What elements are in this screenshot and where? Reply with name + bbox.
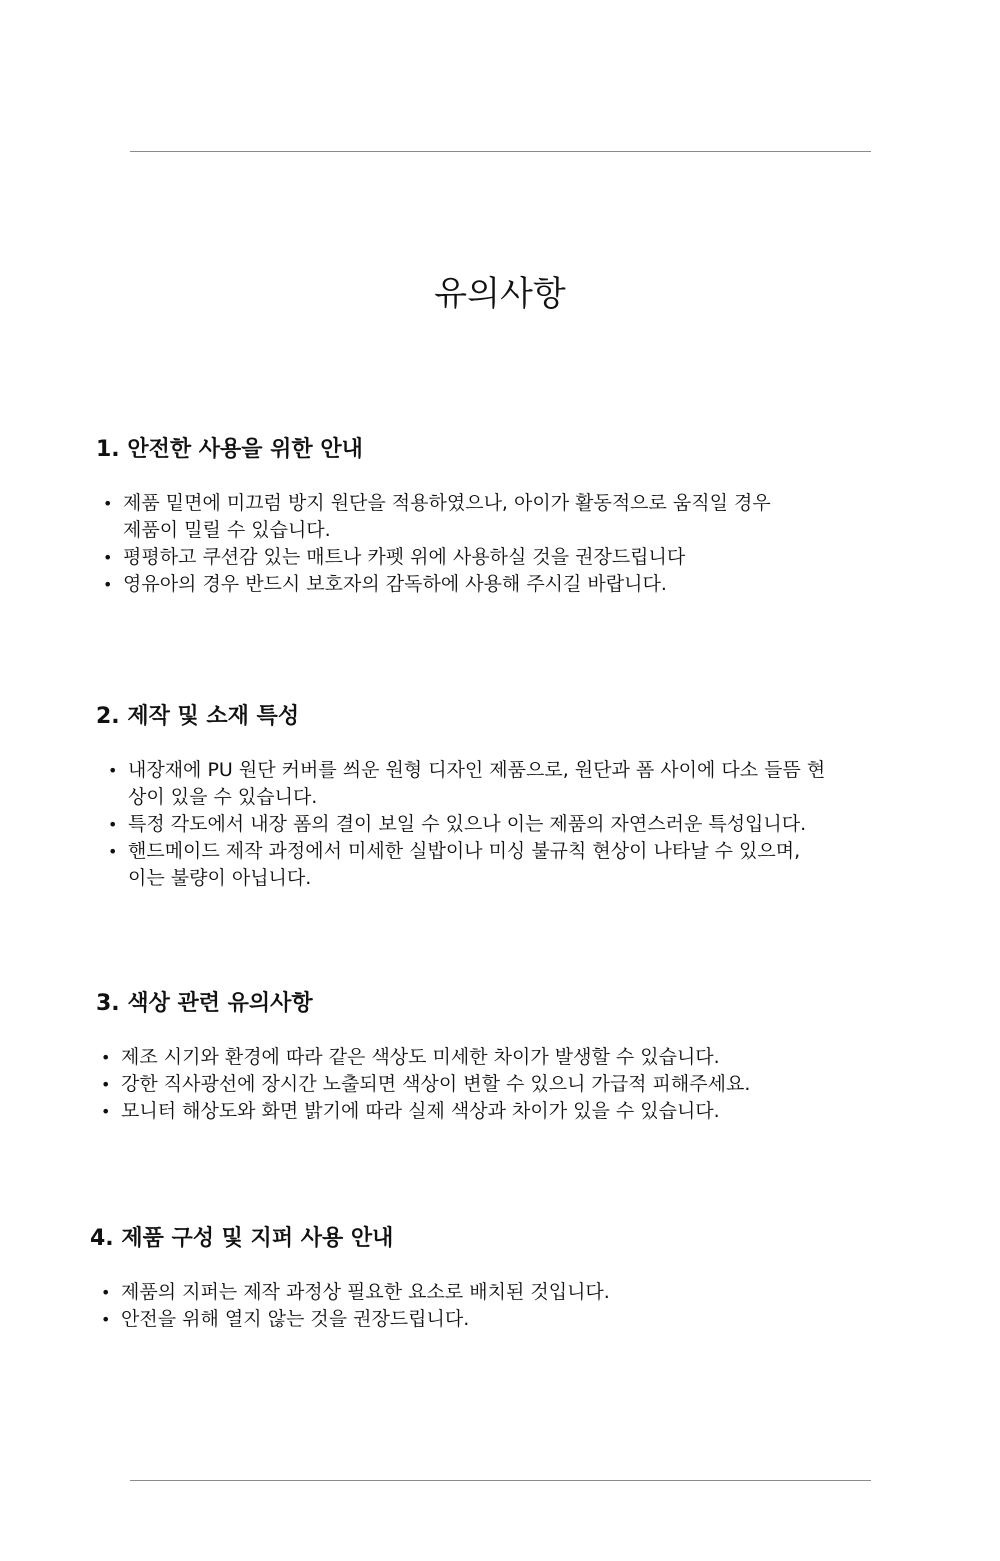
bullet-list xyxy=(103,490,1000,598)
list-item xyxy=(108,811,1000,838)
list-item xyxy=(101,1098,1000,1125)
bullet-icon: • xyxy=(108,842,118,861)
bullet-list xyxy=(101,1044,1000,1125)
list-item-line: 모니터 해상도와 화면 밝기에 따라 실제 색상과 차이가 있을 수 있습니다. xyxy=(121,1100,720,1122)
bullet-list xyxy=(108,757,1000,892)
section-color xyxy=(0,986,1000,1125)
section-heading: 2. 제작 및 소재 특성 xyxy=(96,704,300,729)
list-item-line: 내장재에 PU 원단 커버를 씌운 원형 디자인 제품으로, 원단과 폼 사이에 다소 들뜸 현 xyxy=(128,759,826,781)
bottom-divider xyxy=(130,1480,871,1481)
list-item xyxy=(101,1071,1000,1098)
list-item xyxy=(101,1044,1000,1071)
bullet-icon: • xyxy=(101,1102,111,1121)
list-item-line: 이는 불량이 아닙니다. xyxy=(128,867,312,889)
list-item xyxy=(101,1279,1000,1306)
list-item xyxy=(103,544,1000,571)
section-heading: 1. 안전한 사용을 위한 안내 xyxy=(96,437,363,462)
list-item-line: 평평하고 쿠션감 있는 매트나 카펫 위에 사용하실 것을 권장드립니다 xyxy=(123,546,686,568)
list-item-line: 특정 각도에서 내장 폼의 결이 보일 수 있으나 이는 제품의 자연스러운 특성입니다. xyxy=(128,813,807,835)
section-safety xyxy=(0,432,1000,598)
list-item-line: 제품 밑면에 미끄럼 방지 원단을 적용하였으나, 아이가 활동적으로 움직일 경우 xyxy=(123,492,771,514)
top-divider xyxy=(130,151,871,152)
list-item xyxy=(101,1306,1000,1333)
bullet-list xyxy=(101,1279,1000,1333)
bullet-icon: • xyxy=(101,1048,111,1067)
list-item-line: 핸드메이드 제작 과정에서 미세한 실밥이나 미싱 불규칙 현상이 나타날 수 있으며, xyxy=(128,840,801,862)
list-item-line: 제품이 밀릴 수 있습니다. xyxy=(123,519,331,541)
list-item-line: 제품의 지퍼는 제작 과정상 필요한 요소로 배치된 것입니다. xyxy=(121,1281,610,1303)
bullet-icon: • xyxy=(101,1283,111,1302)
list-item-line: 강한 직사광선에 장시간 노출되면 색상이 변할 수 있으니 가급적 피해주세요. xyxy=(121,1073,751,1095)
bullet-icon: • xyxy=(101,1075,111,1094)
bullet-icon: • xyxy=(103,575,113,594)
section-zipper xyxy=(0,1221,1000,1333)
list-item xyxy=(103,571,1000,598)
bullet-icon: • xyxy=(108,761,118,780)
section-heading: 3. 색상 관련 유의사항 xyxy=(96,991,313,1016)
list-item-line: 상이 있을 수 있습니다. xyxy=(128,786,318,808)
bullet-icon: • xyxy=(103,548,113,567)
section-heading: 4. 제품 구성 및 지퍼 사용 안내 xyxy=(90,1226,394,1251)
bullet-icon: • xyxy=(108,815,118,834)
bullet-icon: • xyxy=(101,1310,111,1329)
list-item-line: 영유아의 경우 반드시 보호자의 감독하에 사용해 주시길 바랍니다. xyxy=(123,573,667,595)
page-title: 유의사항 xyxy=(434,274,566,314)
list-item-line: 안전을 위해 열지 않는 것을 권장드립니다. xyxy=(121,1308,470,1330)
list-item-line: 제조 시기와 환경에 따라 같은 색상도 미세한 차이가 발생할 수 있습니다. xyxy=(121,1046,720,1068)
section-materials xyxy=(0,699,1000,892)
bullet-icon: • xyxy=(103,494,113,513)
list-item xyxy=(108,757,1000,811)
list-item xyxy=(108,838,1000,892)
list-item xyxy=(103,490,1000,544)
